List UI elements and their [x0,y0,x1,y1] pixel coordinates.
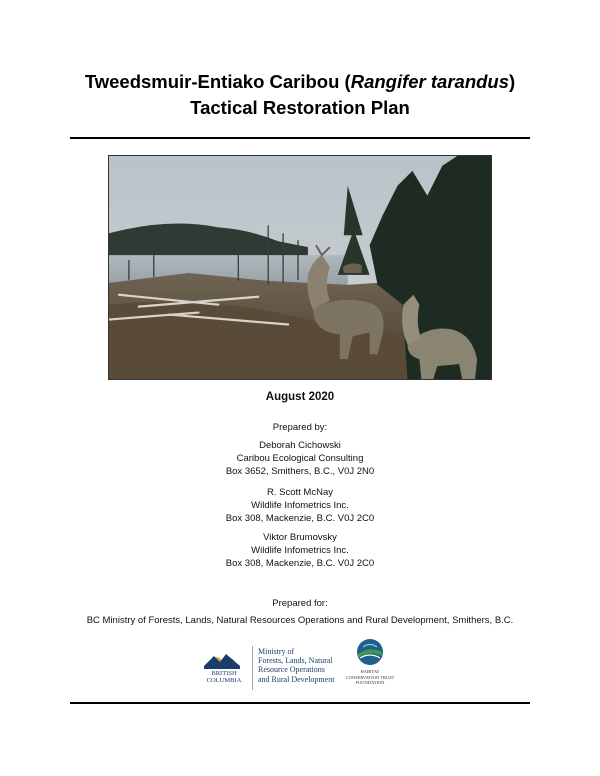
prepared-by-label: Prepared by: [272,422,328,433]
prepared-for-label: Prepared for: [272,598,328,609]
author-3-org: Wildlife Infometrics Inc. [251,545,349,556]
bc-wordmark: BRITISH COLUMBIA [206,670,242,684]
hctf-wordmark: HABITAT CONSERVATION TRUST FOUNDATION [345,669,395,685]
top-rule [70,137,530,139]
author-2-address: Box 308, Mackenzie, B.C. V0J 2C0 [225,513,375,524]
ministry-name: Ministry of Forests, Lands, Natural Resource Operations and Rural Development [258,647,335,684]
author-1-name: Deborah Cichowski [259,440,341,451]
author-1-address: Box 3652, Smithers, B.C., V0J 2N0 [225,466,375,477]
sponsor-logos [0,638,600,690]
cover-photo-caribou [108,155,492,380]
species-name: Rangifer tarandus [350,71,510,92]
author-2-name: R. Scott McNay [267,487,333,498]
author-2-org: Wildlife Infometrics Inc. [251,500,349,511]
title-line-1: Tweedsmuir-Entiako Caribou (Rangifer tarandus) [84,71,516,92]
report-date: August 2020 [265,391,335,403]
logo-divider [252,646,253,690]
author-1-org: Caribou Ecological Consulting [236,453,364,464]
title-line-2: Tactical Restoration Plan [190,97,410,118]
bottom-rule [70,702,530,704]
author-3-address: Box 308, Mackenzie, B.C. V0J 2C0 [225,558,375,569]
author-3-name: Viktor Brumovsky [263,532,337,543]
hctf-logo [356,638,384,666]
prepared-for-organization: BC Ministry of Forests, Lands, Natural Resources Operations and Rural Development, Smithers, B.C. [86,615,514,626]
